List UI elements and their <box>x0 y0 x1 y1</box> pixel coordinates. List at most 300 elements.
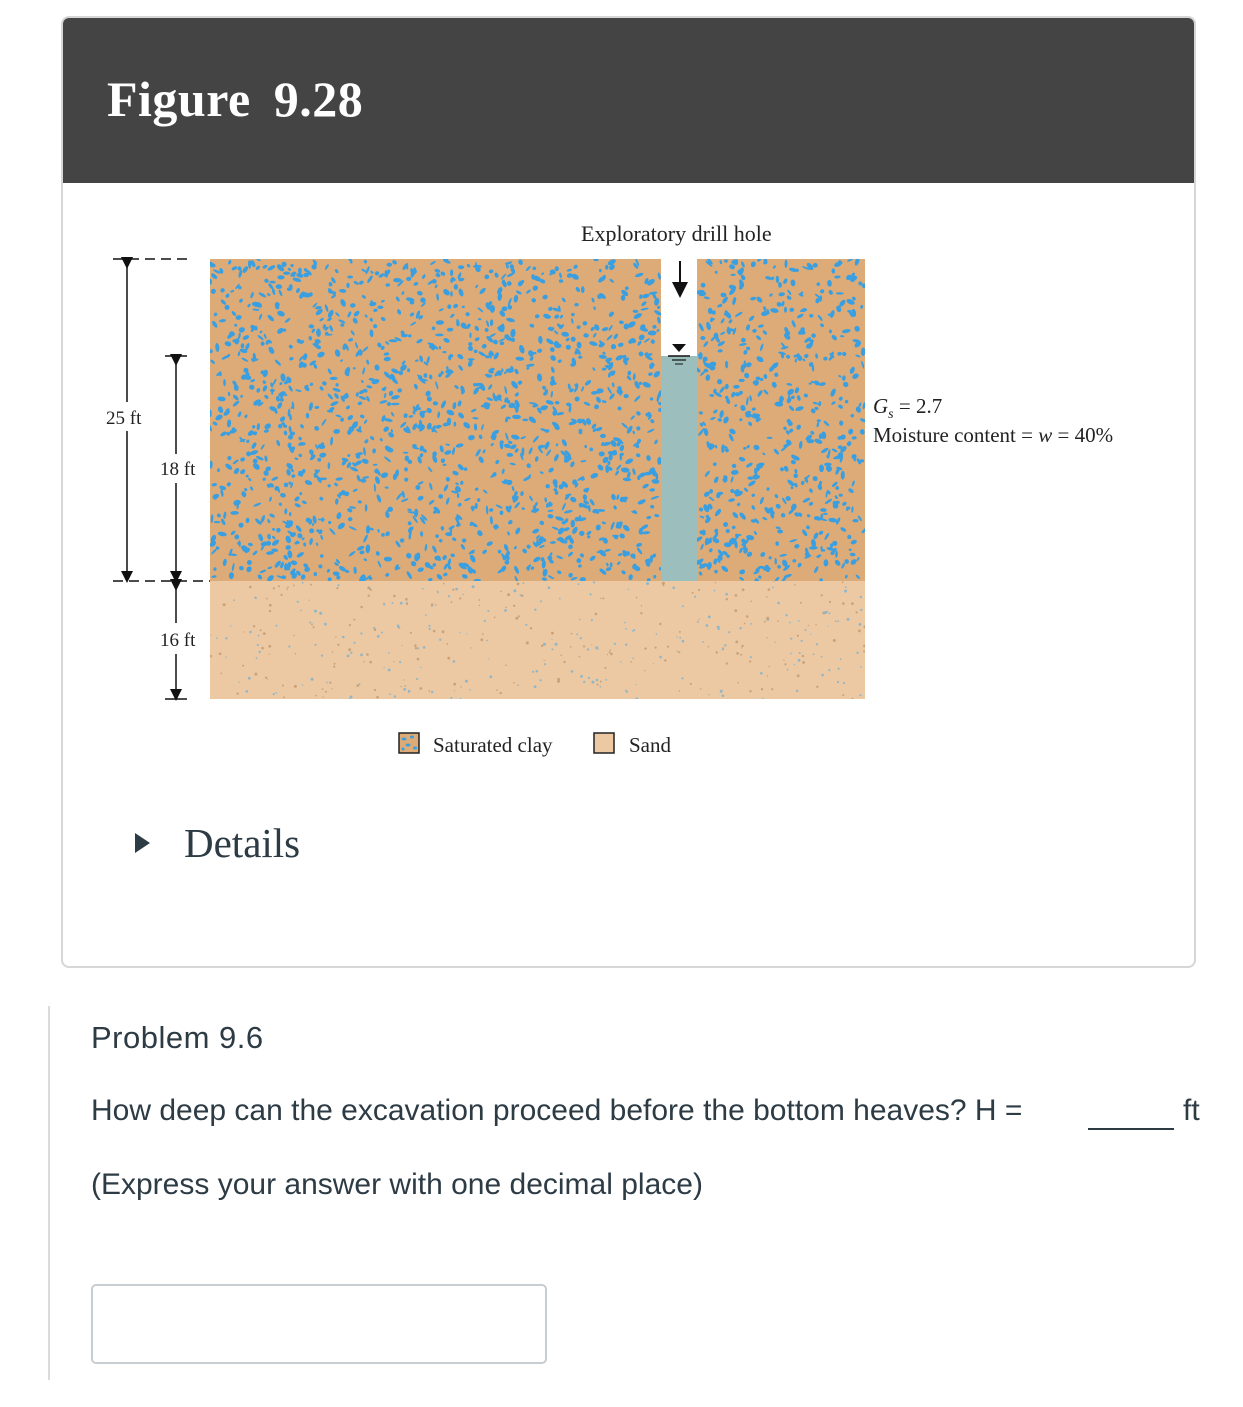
sand-dot <box>829 612 831 614</box>
sand-dot <box>505 664 507 666</box>
sand-dot <box>394 695 396 697</box>
sand-dot <box>597 684 599 686</box>
sand-dot <box>726 662 728 664</box>
sand-dot <box>249 586 252 589</box>
sand-dot <box>363 661 365 663</box>
dimension-18ft: 18 ft <box>160 459 196 480</box>
sand-dot <box>273 693 275 695</box>
sand-dot <box>656 633 658 635</box>
sand-dot <box>282 685 284 687</box>
sand-dot <box>313 626 315 628</box>
figure-card <box>61 16 1196 968</box>
sand-dot <box>471 647 472 648</box>
sand-dot <box>460 632 461 633</box>
sand-dot <box>260 629 262 631</box>
sand-dot <box>714 590 716 592</box>
sand-dot <box>487 610 489 612</box>
sand-dot <box>435 604 437 606</box>
clay-speckle <box>468 358 475 361</box>
sand-dot <box>450 697 452 699</box>
sand-dot <box>480 638 483 641</box>
sand-dot <box>844 590 847 593</box>
sand-dot <box>287 586 289 588</box>
sand-dot <box>431 603 433 605</box>
sand-dot <box>837 681 839 683</box>
sand-dot <box>609 649 611 651</box>
sand-dot <box>428 625 430 627</box>
sand-dot <box>401 686 402 687</box>
sand-dot <box>526 641 529 644</box>
sand-dot <box>664 659 666 661</box>
sand-dot <box>821 674 824 677</box>
sand-dot <box>276 625 278 627</box>
sand-dot <box>628 589 629 590</box>
sand-dot <box>625 644 627 646</box>
sand-dot <box>384 667 385 668</box>
sand-dot <box>541 645 543 647</box>
sand-dot <box>399 661 401 663</box>
sand-dot <box>607 654 608 655</box>
sand-dot <box>443 583 445 585</box>
sand-dot <box>797 674 800 677</box>
sand-dot <box>833 639 836 642</box>
sand-dot <box>583 681 585 683</box>
sand-dot <box>768 588 771 591</box>
sand-dot <box>297 601 299 603</box>
sand-dot <box>350 652 352 654</box>
sand-dot <box>816 643 818 645</box>
sand-dot <box>708 616 711 619</box>
sand-dot <box>403 679 404 680</box>
sand-dot <box>295 653 297 655</box>
sand-dot <box>749 660 751 662</box>
sand-dot <box>448 595 450 597</box>
sand-dot <box>543 643 546 646</box>
sand-dot <box>293 585 295 587</box>
sand-dot <box>595 646 598 649</box>
sand-dot <box>682 677 684 679</box>
sand-dot <box>360 654 363 657</box>
sand-dot <box>268 645 271 648</box>
sand-dot <box>530 627 532 629</box>
sand-dot <box>238 682 239 683</box>
sand-dot <box>600 686 602 688</box>
details-label: Details <box>184 820 301 866</box>
sand-dot <box>269 604 272 607</box>
sand-dot <box>294 685 297 688</box>
sand-dot <box>439 639 441 641</box>
sand-dot <box>580 637 582 639</box>
sand-dot <box>374 689 376 691</box>
sand-dot <box>309 622 311 624</box>
sand-dot <box>360 632 362 634</box>
sand-dot <box>856 611 858 613</box>
sand-dot <box>725 593 728 596</box>
sand-dot <box>737 682 739 684</box>
sand-dot <box>280 594 282 596</box>
sand-dot <box>715 582 716 583</box>
sand-dot <box>555 643 558 646</box>
sand-dot <box>451 601 453 603</box>
drill-hole-label: Exploratory drill hole <box>581 221 772 246</box>
sand-dot <box>571 670 574 673</box>
sand-dot <box>602 597 604 599</box>
sand-dot <box>513 605 515 607</box>
sand-dot <box>551 648 553 650</box>
sand-dot <box>366 653 369 656</box>
sand-dot <box>225 637 227 639</box>
sand-dot <box>590 593 592 595</box>
sand-dot <box>570 646 572 648</box>
sand-dot <box>405 685 407 687</box>
sand-dot <box>847 618 850 621</box>
sand-dot <box>624 622 626 624</box>
sand-dot <box>488 658 489 659</box>
sand-dot <box>515 617 518 620</box>
sand-dot <box>735 594 738 597</box>
clay-speckle <box>596 551 602 553</box>
sand-dot <box>640 612 642 614</box>
clay-speckle <box>852 519 858 522</box>
sand-dot <box>354 642 356 644</box>
sand-dot <box>223 603 226 606</box>
sand-dot <box>216 637 218 639</box>
sand-dot <box>679 631 681 633</box>
sand-dot <box>794 664 795 665</box>
sand-dot <box>860 609 862 611</box>
legend-label-sand: Sand <box>629 733 671 757</box>
sand-dot <box>321 655 323 657</box>
sand-dot <box>583 645 585 647</box>
sand-dot <box>828 669 830 671</box>
sand-dot <box>588 677 590 679</box>
sand-dot <box>604 667 606 669</box>
sand-dot <box>525 624 527 626</box>
clay-speckle <box>449 354 453 358</box>
sand-dot <box>644 670 645 671</box>
sand-dot <box>591 644 592 645</box>
sand-dot <box>600 598 601 599</box>
sand-dot <box>311 623 313 625</box>
sand-dot <box>716 651 718 653</box>
sand-dot <box>452 589 454 591</box>
sand-dot <box>672 587 675 590</box>
sand-dot <box>838 668 840 670</box>
answer-blank-line <box>1088 1128 1174 1130</box>
sand-dot <box>580 675 583 678</box>
clay-speckle <box>824 463 832 467</box>
sand-dot <box>540 600 542 602</box>
sand-dot <box>269 654 270 655</box>
sand-dot <box>368 595 370 597</box>
sand-dot <box>428 690 430 692</box>
sand-dot <box>579 619 581 621</box>
sand-dot <box>374 629 376 631</box>
sand-dot <box>625 690 627 692</box>
sand-dot <box>322 688 324 690</box>
sand-dot <box>790 653 792 655</box>
sand-dot <box>794 584 796 586</box>
sand-dot <box>225 656 226 657</box>
sand-dot <box>810 634 811 635</box>
sand-dot <box>518 615 520 617</box>
sand-dot <box>417 658 420 661</box>
sand-dot <box>417 647 419 649</box>
clay-speckle <box>450 291 453 297</box>
clay-speckle <box>469 332 471 338</box>
sand-dot <box>842 602 845 605</box>
sand-dot <box>579 656 581 658</box>
sand-dot <box>496 689 498 691</box>
sand-dot <box>633 629 635 631</box>
sand-dot <box>401 645 402 646</box>
sand-dot <box>740 654 742 656</box>
sand-dot <box>708 646 710 648</box>
sand-dot <box>459 597 461 599</box>
sand-dot <box>453 683 456 686</box>
sand-dot <box>646 582 649 585</box>
sand-dot <box>389 693 391 695</box>
sand-dot <box>837 620 839 622</box>
clay-speckle <box>450 269 453 276</box>
sand-dot <box>591 619 593 621</box>
sand-dot <box>324 623 327 626</box>
clay-speckle <box>283 272 290 275</box>
sand-dot <box>662 584 664 586</box>
sand-dot <box>571 633 573 635</box>
sand-dot <box>463 594 464 595</box>
sand-dot <box>736 652 739 655</box>
sand-dot <box>739 627 741 629</box>
sand-dot <box>326 682 328 684</box>
sand-dot <box>244 631 245 632</box>
sand-dot <box>544 660 545 661</box>
sand-dot <box>256 657 258 659</box>
sand-dot <box>347 655 350 658</box>
sand-dot <box>805 629 807 631</box>
clay-speckle <box>610 562 613 567</box>
answer-unit: ft <box>1183 1094 1200 1127</box>
sand-dot <box>400 603 401 604</box>
problem-divider <box>48 1006 50 1380</box>
legend-label-clay: Saturated clay <box>433 733 553 757</box>
sand-dot <box>246 690 249 693</box>
specific-gravity-label: $G_s = 2.7$ <box>873 394 943 422</box>
sand-dot <box>209 655 212 658</box>
sand-dot <box>353 619 355 621</box>
sand-dot <box>653 663 654 664</box>
sand-dot <box>690 683 692 685</box>
sand-dot <box>309 600 310 601</box>
sand-dot <box>517 583 520 586</box>
sand-dot <box>762 698 763 699</box>
sand-dot <box>403 688 406 691</box>
sand-dot <box>454 690 455 691</box>
sand-dot <box>808 625 809 626</box>
legend-swatch-sand <box>594 733 614 753</box>
sand-dot <box>242 665 244 667</box>
sand-dot <box>777 602 780 605</box>
sand-dot <box>540 679 542 681</box>
sand-dot <box>734 609 737 612</box>
sand-dot <box>741 645 743 647</box>
sand-dot <box>236 693 238 695</box>
sand-dot <box>863 645 866 648</box>
sand-dot <box>414 644 417 647</box>
clay-speckle <box>234 535 239 540</box>
sand-dot <box>310 584 312 586</box>
sand-dot <box>369 661 372 664</box>
sand-dot <box>376 696 379 699</box>
sand-dot <box>332 651 334 653</box>
sand-dot <box>860 666 862 668</box>
sand-dot <box>469 689 470 690</box>
sand-dot <box>381 632 383 634</box>
sand-dot <box>257 644 259 646</box>
sand-dot <box>845 586 847 588</box>
sand-dot <box>513 589 516 592</box>
sand-dot <box>367 586 370 589</box>
sand-dot <box>482 633 484 635</box>
sand-dot <box>798 659 801 662</box>
sand-dot <box>455 588 458 591</box>
sand-dot <box>393 661 394 662</box>
sand-dot <box>210 634 211 635</box>
sand-dot <box>678 651 680 653</box>
sand-dot <box>720 690 723 693</box>
sand-dot <box>766 637 767 638</box>
sand-dot <box>230 625 231 626</box>
sand-dot <box>860 596 862 598</box>
sand-dot <box>425 614 427 616</box>
sand-dot <box>595 613 598 616</box>
clay-speckle <box>501 324 505 332</box>
sand-dot <box>416 678 418 680</box>
sand-dot <box>799 652 801 654</box>
sand-dot <box>348 648 351 651</box>
sand-dot <box>523 582 525 584</box>
sand-dot <box>500 591 502 593</box>
sand-dot <box>722 695 725 698</box>
sand-dot <box>300 610 302 612</box>
sand-dot <box>864 626 867 629</box>
sand-dot <box>311 678 314 681</box>
sand-dot <box>728 631 730 633</box>
sand-dot <box>851 698 853 700</box>
sand-dot <box>513 682 515 684</box>
sand-dot <box>505 607 507 609</box>
sand-dot <box>536 670 539 673</box>
sand-dot <box>560 654 562 656</box>
sand-dot <box>659 623 661 625</box>
sand-dot <box>265 677 267 679</box>
sand-dot <box>591 681 594 684</box>
sand-dot <box>383 603 385 605</box>
sand-dot <box>406 602 407 603</box>
sand-dot <box>370 589 372 591</box>
sand-dot <box>694 596 696 598</box>
sand-dot <box>842 582 844 584</box>
sand-dot <box>500 692 502 694</box>
sand-dot <box>821 656 823 658</box>
sand-dot <box>706 624 709 627</box>
sand-dot <box>489 675 492 678</box>
sand-dot <box>415 647 417 649</box>
sand-dot <box>771 688 773 690</box>
sand-dot <box>635 684 636 685</box>
sand-dot <box>342 636 345 639</box>
sand-dot <box>746 615 749 618</box>
sand-dot <box>325 691 327 693</box>
sand-dot <box>534 685 537 688</box>
details-toggle[interactable] <box>135 818 300 868</box>
sand-dot <box>843 682 845 684</box>
sand-dot <box>840 658 842 660</box>
sand-dot <box>702 641 704 643</box>
sand-dot <box>388 669 391 672</box>
sand-dot <box>559 598 561 600</box>
sand-dot <box>802 655 804 657</box>
sand-dot <box>423 646 426 649</box>
sand-dot <box>761 688 763 690</box>
sand-dot <box>314 644 316 646</box>
sand-dot <box>219 652 222 655</box>
sand-dot <box>767 675 768 676</box>
sand-dot <box>667 646 669 648</box>
sand-dot <box>359 683 361 685</box>
sand-dot <box>479 605 480 606</box>
sand-dot <box>393 595 396 598</box>
sand-dot <box>750 623 752 625</box>
sand-dot <box>625 628 627 630</box>
sand-dot <box>787 669 789 671</box>
sand-dot <box>551 632 554 635</box>
answer-input[interactable] <box>91 1284 547 1364</box>
sand-dot <box>397 624 399 626</box>
clay-speckle <box>756 376 761 380</box>
sand-dot <box>233 599 235 601</box>
sand-dot <box>576 633 578 635</box>
sand-dot <box>504 609 507 612</box>
problem-title: Problem 9.6 <box>91 1020 264 1055</box>
drill-hole-water <box>661 356 697 581</box>
sand-dot <box>429 628 431 630</box>
sand-dot <box>679 690 681 692</box>
sand-dot <box>319 612 322 615</box>
sand-dot <box>557 680 560 683</box>
sand-dot <box>221 673 223 675</box>
sand-dot <box>248 677 251 680</box>
sand-dot <box>551 639 552 640</box>
sand-dot <box>768 666 769 667</box>
instruction-after: decimal place) <box>501 1168 703 1201</box>
sand-dot <box>859 623 862 626</box>
sand-dot <box>283 696 285 698</box>
sand-dot <box>253 625 255 627</box>
clay-speckle <box>620 453 623 461</box>
sand-dot <box>269 610 271 612</box>
sand-dot <box>522 595 524 597</box>
sand-dot <box>249 631 252 634</box>
sand-dot <box>828 626 829 627</box>
sand-dot <box>517 684 519 686</box>
sand-dot <box>302 582 304 584</box>
sand-dot <box>813 653 815 655</box>
sand-dot <box>334 663 336 665</box>
sand-dot <box>851 602 854 605</box>
sand-dot <box>600 681 602 683</box>
question-text: How deep can the excavation proceed before the bottom heaves? H = <box>91 1094 1023 1127</box>
